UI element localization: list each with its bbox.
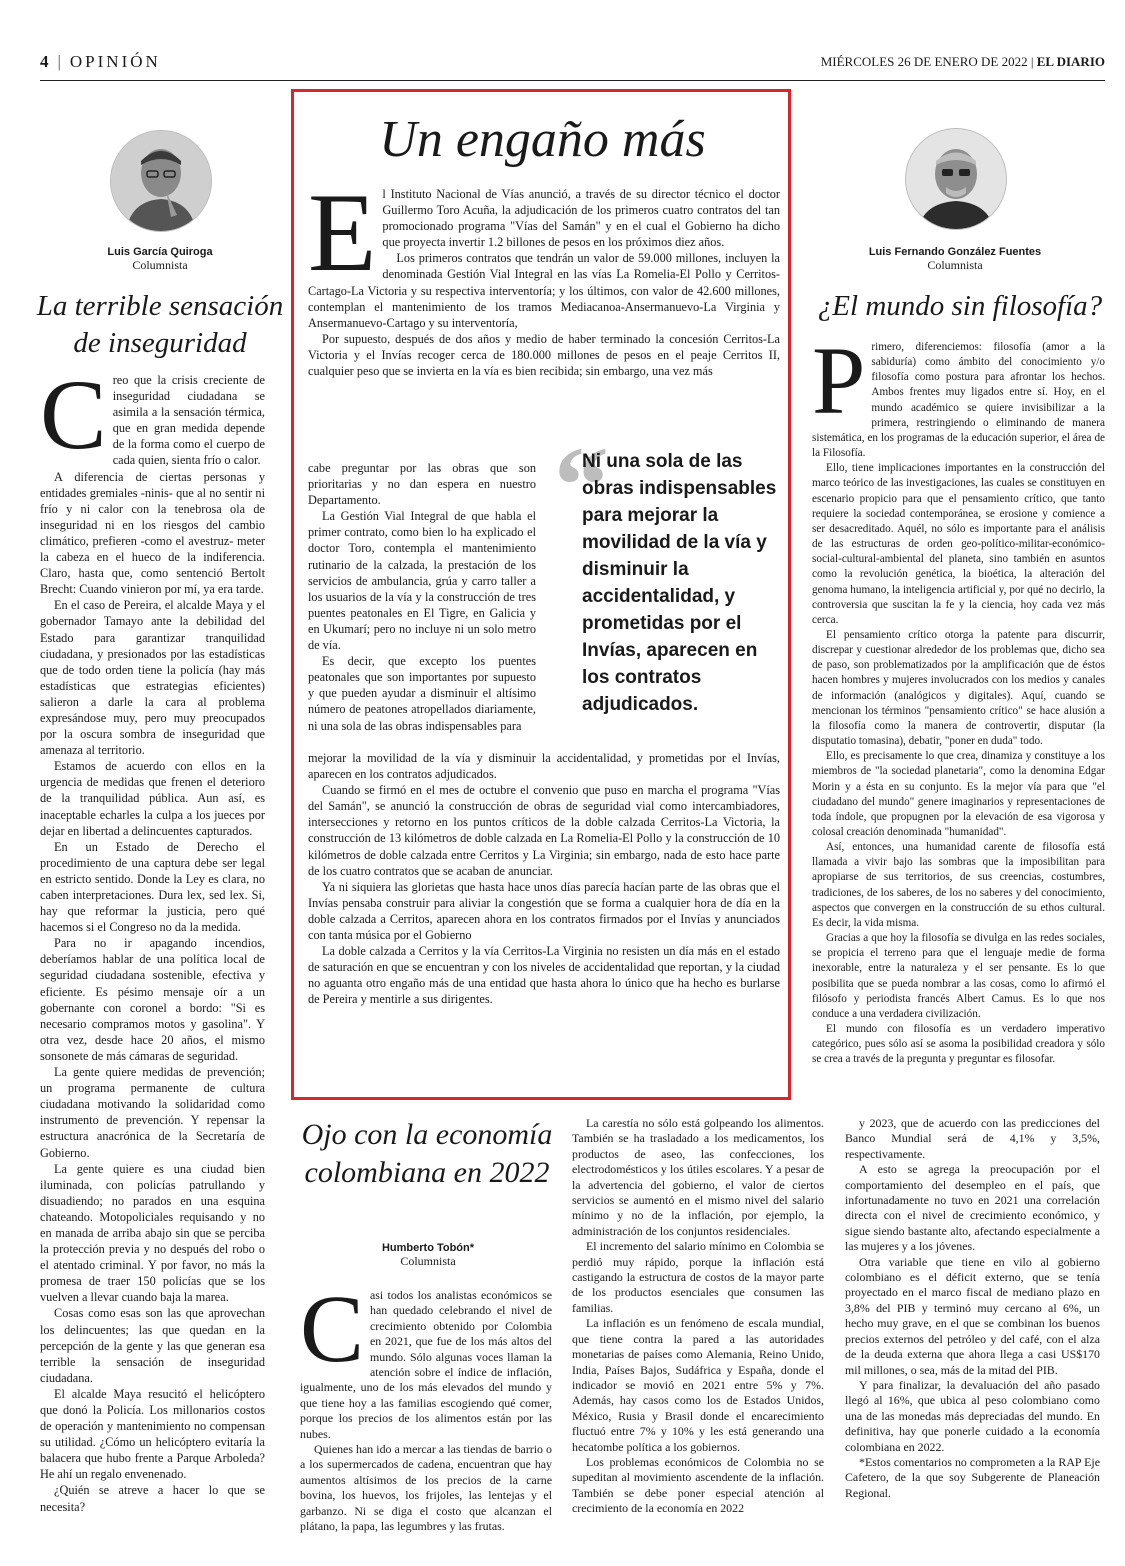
paragraph: El alcalde Maya resucitó el helicóptero que donó la Policía. Los millonarios costos de operación y mantenimiento no compensan su utilidad. ¿Cómo un helicóptero evitaría la balacera que hubo frente a Parque Arboleda? He ahí un regalo envenenado. — [40, 1386, 265, 1482]
editorial-p8: La doble calzada a Cerritos y la vía Cerritos-La Virginia no resisten un día más en el estado de saturación en que se encuentran y con los niveles de accidentalidad que reportan, y la ciudad no aguanta otro engaño más de una entidad que hasta ahora lo único que ha hecho es burlarse de Pereira y mentirle a sus dirigentes. — [308, 944, 780, 1007]
paragraph: Estamos de acuerdo con ellos en la urgencia de medidas que frenen el deterioro de la tranquilidad pública. Aun así, es inaceptable echarles la culpa a los jueces por dejar en libertad a delincuentes capturados. — [40, 759, 265, 838]
author-name: Humberto Tobón* — [381, 1242, 475, 1254]
bottom-col-3 — [845, 1116, 1100, 1501]
paragraph: *Estos comentarios no comprometen a la RAP Eje Cafetero, de la que soy Subgerente de Planeación Regional. — [845, 1454, 1100, 1500]
editorial-p6: Cuando se firmó en el mes de octubre el convenio que puso en marcha el programa "Vías del Samán", se anunció la construcción de obras de seguridad vial como intercambiadores, intersecciones y retorno en los puntos críticos de la doble calzada Cerritos-La Victoria, la construcción de 13 kilómetros de doble calzada en La Romelia-El Pollo y la construcción de 10 kilómetros de doble calzada entre Cerritos y La Virginia; sin embargo, nada de esto hace parte de los cuatro contratos que se acaban de anunciar. — [308, 783, 780, 878]
paragraph: Para no ir apagando incendios, deberíamos hablar de una política local de seguridad ciudadana sostenible, efectiva y eficiente. Es pésimo mensaje oír a un gobernante con coronel a bordo: "Si es necesario compramos motos y gasolina". Y otra vez, desde hace 20 años, el mismo sonsonete de más cámaras de seguridad. — [40, 936, 265, 1063]
section-name: OPINIÓN — [69, 52, 161, 71]
paragraph: ¿Quién se atreve a hacer lo que se necesita? — [40, 1483, 265, 1514]
author-byline-bottom — [328, 1242, 528, 1269]
paragraph: Ello, es precisamente lo que crea, dinamiza y constituye a los miembros de "la sociedad planetaria", como la denomina Edgar Morin y a ésta en su conjunto. Es la mejor vía para que "el ciudadano del mundo" genere imaginarios y representaciones de toda índole, que propugnen por la elevación de esa vigorosa y colosal creación denominada "humanidad". — [812, 750, 1105, 838]
author-byline-left — [60, 246, 260, 273]
paragraph: El pensamiento crítico otorga la patente para discurrir, discrepar y cuestionar alrededor de los problemas que, dicho sea de paso, son problematizados por la amplificación que de éstos hacen hombres y mujeres involucrados con los medios y canales de información (analógicos y digitales). Aquí, cuando se mencionan los términos "pensamiento crítico" se hace alusión a la filosofía como la manera de controvertir, disputar (la disputatio tomasina), debatir, "poner en duda" todo. — [812, 628, 1105, 748]
paragraph: La gente quiere es una ciudad bien iluminada, con policías patrullando y disuadiendo; no parados en una esquina chateando. Motopoliciales requisando y no en manada de arriba abajo sin que se perciba la protección previa y no después del robo o el atentado criminal. Y por favor, no más la promesa de traer 150 policías que se los vuelven a llevar cuando baja la marea. — [40, 1161, 265, 1305]
paragraph: La inflación es un fenómeno de escala mundial, que tiene contra la pared a las autoridades monetarias de países como Alemania, Reino Unido, India, Países Bajos, Sudáfrica y España, donde el indicador se movió en 2021 entre 5% y 7%. Además, hay casos como los de Estados Unidos, México, Rusia y Brasil donde el encarecimiento fluctuó entre 7% y 10% y les está generando una hecatombe política a los gobiernos. — [572, 1316, 824, 1454]
editorial-p4: La Gestión Vial Integral de que habla el primer contrato, como bien lo ha explicado el doctor Toro, contempla el mantenimiento rutinario de la calzada, la prestación de los servicios de ambulancia, grúa y carro taller a los usuarios de la vía y la construcción de tres puentes peatonales en El Tigre, en Galicia y en Ukumarí; pero no incluye ni un solo metro de vía. — [308, 509, 536, 653]
page-header — [40, 52, 1105, 78]
author-photo-left — [110, 130, 212, 232]
right-article-body — [812, 327, 1105, 1068]
paragraph: y 2023, que de acuerdo con las predicciones del Banco Mundial será de 4,1% y 3,5%, respectivamente. — [845, 1116, 1100, 1161]
dateline — [821, 54, 1105, 70]
bottom-lead: asi todos los analistas económicos se han quedado celebrando el nivel de crecimiento obtenido por Colombia en 2021, que fue de los más altos del mundo. Sólo algunas voces llaman la atención sobre el índice de inflación, igualmente, uno de los más elevados del mundo y que tiene hoy a las familias escogiendo qué comer, porque los precios de los alimentos están por las nubes. — [300, 1288, 552, 1441]
paragraph: Cosas como esas son las que aprovechan los delincuentes; las que quedan en la percepción de la gente y las que generan esa terrible la sensación de inseguridad ciudadana. — [40, 1306, 265, 1385]
author-name: Luis García Quiroga — [107, 246, 213, 258]
left-article-body — [40, 359, 265, 1515]
bottom-headline: Ojo con la economía colombiana en 2022 — [301, 1118, 553, 1189]
left-dropcap: C — [40, 359, 107, 470]
editorial-p2: Los primeros contratos que tendrán un valor de 59.000 millones, incluyen la denominada Gestión Vial Integral en las vías La Romelia-El Pollo y Cerritos-Cartago-La Victoria y su respectiva interventoría; y los últimos, con valor de 42.600 millones, contemplan el mantenimiento de los tramos Mediacanoa-Ansermanuevo-La Virginia y Ansermanuevo-Cartago y su interventoría, — [308, 251, 780, 330]
section-label: 4 | OPINIÓN — [40, 52, 161, 71]
quote-mark-icon: “ — [554, 424, 609, 546]
editorial-lead: l Instituto Nacional de Vías anunció, a través de su director técnico el doctor Guillermo Toro Acuña, la adjudicación de los primeros cuatro contratos del tan promocionado programa "Vías del Samán" y en el cual el Gobierno ha dicho que proyecta invertir 1.2 billones de pesos en los próximos diez años. — [382, 187, 780, 250]
bottom-col-2 — [572, 1116, 824, 1517]
editorial-body-narrow — [308, 460, 536, 734]
paragraph: En el caso de Pereira, el alcalde Maya y el gobernador Tamayo ante la debilidad del Estado para garantizar tranquilidad ciudadana, y presionados por las estadísticas que de todo orden tiene la policía (hay más estadísticas que estrategias eficientes) salieron a darle la cara al problema expresándose muy, pero muy preocupados por la oscura sombra de inseguridad que amenaza al territorio. — [40, 598, 265, 758]
editorial-p7: Ya ni siquiera las glorietas que hasta hace unos días parecía hacían parte de las obras que el Invías pensaba construir para aliviar la congestión que se forma a cualquier hora de día en la doble calzada a Cerritos, aparecen ahora en los contratos firmados por el Invías y anunciados con tanta música por el Gobierno — [308, 879, 780, 943]
paragraph: Los problemas económicos de Colombia no se supeditan al movimiento ascendente de la inflación. También se debe poner especial atención al crecimiento de la economía en 2022 — [572, 1454, 824, 1516]
paragraph: La gente quiere medidas de prevención; un programa permanente de cultura ciudadana motivando la solidaridad como instrumento de prevención. Y repensar la estructura anacrónica de la Secretaría de Gobierno. — [40, 1065, 265, 1160]
author-byline-right — [850, 246, 1060, 273]
author-role: Columnista — [400, 1254, 456, 1268]
paragraph: Gracias a que hoy la filosofía se divulga en las redes sociales, se propicia el terreno para que el lenguaje medie de forma inexorable, entre la naturaleza y el ser pensante. Es lo que posibilita que se pueda nombrar a las cosas, como lo afirmó el filósofo y periodista francés Albert Camus. Es lo que nos conduce a una verdadera civilización. — [812, 932, 1105, 1020]
editorial-p3: Por supuesto, después de dos años y medio de haber terminado la concesión Cerritos-La Victoria y el Invías recoger cerca de 180.000 millones de pesos en el peaje Cerritos II, cualquier peso que se invierta en la vía es bien recibida; sin embargo, una vez más — [308, 331, 780, 379]
paragraph: En un Estado de Derecho el procedimiento de una captura debe ser legal en estricto sentido. Donde la Ley es clara, no caben interpretaciones. Dura lex, sed lex. Si, hay que reformar la justicia, pero qué hacemos si el Congreso no da la medida. — [40, 839, 265, 935]
author-role: Columnista — [132, 258, 188, 272]
paragraph: A diferencia de ciertas personas y entidades gremiales -ninis- que al no sentir ni frío y ni calor con la tenebrosa ola de inseguridad ni en los riesgos del cambio climático, prefieren -como el avestruz- meter la cabeza en el hueco de la indiferencia. Claro, hasta que, como sentenció Bertolt Brecht: Cuando vinieron por mí, ya era tarde. — [40, 469, 265, 597]
header-rule — [40, 80, 1105, 81]
editorial-p3b: cabe preguntar por las obras que son prioritarias y no dan espera en nuestro Departamento. — [308, 461, 536, 508]
editorial-body-bottom — [308, 750, 780, 1008]
paragraph: Otra variable que tiene en vilo al gobierno colombiano es el déficit externo, que se tenía proyectado en el marco fiscal de mediano plazo en 3,8% del PIB y terminó muy cercano al 6%, un hecho muy grave, en el que se combinan los buenos precios externos del petróleo y del café, con el alza de la deuda externa que ahora llega a casi US$170 mil millones, o sea, más de la mitad del PIB. — [845, 1254, 1100, 1377]
paragraph: El incremento del salario mínimo en Colombia se perdió muy rápido, porque la inflación está castigando la estructura de costos de la mayor parte de los productos esenciales que consumen las familias. — [572, 1239, 824, 1315]
page-number: 4 — [40, 52, 52, 71]
editorial-p5b: mejorar la movilidad de la vía y disminuir la accidentalidad, y prometidas por el Invías, aparecen en los contratos adjudicados. — [308, 751, 780, 782]
bottom-p2: Quienes han ido a mercar a las tiendas de barrio o a los supermercados de cadena, encuentran que hay aumentos altísimos de los precios de la carne bovina, los huevos, los frijoles, las lentejas y el garbanzo. Ni se diga el costo que alcanzan el plátano, la papa, las legumbres y las frutas. — [300, 1442, 552, 1534]
paragraph: rimero, diferenciemos: filosofía (amor a la sabiduría) como ámbito del conocimiento y/o filosofía como postura para afrontar los hechos. Ambos frentes muy ligados entre sí. Hoy, en el mundo académico se quiere invisibilizar a la primera, restringiendo o eliminando de manera sistemática, en los programas de la educación superior, el área de la Filosofía. — [812, 341, 1105, 460]
editorial-headline: Un engaño más — [379, 111, 706, 168]
editorial-dropcap: E — [308, 171, 377, 295]
editorial-p5: Es decir, que excepto los puentes peatonales que son importantes por supuesto y que pueden ayudar a disminuir el altísimo número de peatones atropellados diariamente, ni una sola de las obras indispensables para — [308, 654, 536, 733]
paragraph: reo que la crisis creciente de inseguridad ciudadana se asimila a la sensación térmica, que en gran medida depende de la forma como el cuerpo de cada quien, sienta frío o calor. — [112, 373, 265, 468]
author-role: Columnista — [927, 258, 983, 272]
paragraph: El mundo con filosofía es un verdadero imperativo categórico, pues sólo así se asoma la posibilidad creadora y sólo se crea a través de la pregunta y preguntar es filosofar. — [812, 1023, 1105, 1066]
editorial-body-top — [308, 171, 780, 379]
paragraph: Así, entonces, una humanidad carente de filosofía está llamada a vivir bajo las sombras que la imposibilitan para apropiarse de sus territorios, de sus creencias, costumbres, tradiciones, de los saberes, de los no saberes y del conocimiento, aspectos que convergen en la construcción de su ethos cultural. Es decir, la vida misma. — [812, 841, 1105, 929]
right-dropcap: P — [812, 327, 866, 434]
paragraph: La carestía no sólo está golpeando los alimentos. También se ha trasladado a los medicamentos, los productos de aseo, las confecciones, los electrodomésticos y los útiles escolares. Y a pesar de la advertencia del gobierno, el valor de ciertos servicios se aumentó en el mismo nivel del salario mínimo y no de la inflación, por ejemplo, la administración de los conjuntos residenciales. — [572, 1116, 824, 1238]
author-name: Luis Fernando González Fuentes — [868, 246, 1042, 258]
date-text: MIÉRCOLES 26 DE ENERO DE 2022 | — [820, 54, 1034, 69]
pull-quote: Ni una sola de las obras indispensables para mejorar la movilidad de la vía y disminuir la accidentalidad, y prometidas por el Invías, aparecen en los contratos adjudicados. — [582, 451, 777, 715]
author-photo-right — [905, 128, 1007, 230]
paragraph: A esto se agrega la preocupación por el comportamiento del desempleo en el país, que infortunadamente no tuvo en 2021 una correlación directa con el nivel de crecimiento económico, y sigue siendo bastante alto, afectando especialmente a las mujeres y a los jóvenes. — [845, 1162, 1100, 1254]
paragraph: Ello, tiene implicaciones importantes en la construcción del marco teórico de las investigaciones, las cuales se constituyen en escenario propicio para que el pensamiento crítico, que tanto requiere la sociedad contemporánea, se erosione y comience a ser desacreditado. Aquél, no sólo es importante para el análisis de las estructuras de orden geo-político-militar-económico-social-cultural-ambiental del planeta, sino también en asuntos como la revolución genética, la bioética, la alteración del genoma humano, la inteligencia artificial y, por qué no decirlo, la controversia que suscitan la fe y la ciencia, hoy cada vez más cerca. — [812, 462, 1105, 626]
bottom-col-1 — [300, 1275, 552, 1535]
newspaper-name: EL DIARIO — [1036, 54, 1105, 69]
right-headline: ¿El mundo sin filosofía? — [817, 290, 1103, 322]
bottom-dropcap: C — [300, 1275, 365, 1382]
paragraph: Y para finalizar, la devaluación del año pasado llegó al 16%, que ubica al peso colombiano como una de las monedas más depreciadas del mundo. En definitiva, hay que ponerle cuidado a la economía colombiana en 2022. — [845, 1377, 1100, 1454]
left-headline: La terrible sensación de inseguridad — [36, 290, 284, 359]
